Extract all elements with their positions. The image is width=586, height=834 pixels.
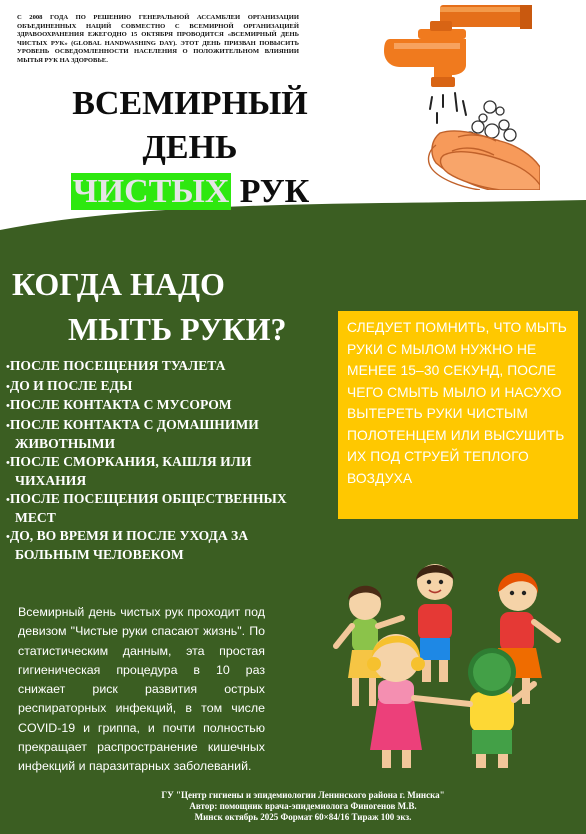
title-line-3	[40, 170, 340, 214]
faucet-icon	[384, 5, 532, 87]
list-item	[6, 490, 306, 527]
list-item-text: ДО И ПОСЛЕ ЕДЫ	[9, 377, 133, 393]
list-item	[6, 377, 306, 397]
bullet-icon: •	[6, 361, 10, 373]
when-to-wash-list	[6, 357, 306, 564]
question-line-2: МЫТЬ РУКИ?	[68, 311, 287, 347]
list-item	[6, 416, 306, 453]
bullet-icon: •	[6, 380, 10, 393]
list-item-text: ПОСЛЕ СМОРКАНИЯ, КАШЛЯ ИЛИ ЧИХАНИЯ	[9, 453, 252, 488]
list-item-text: ПОСЛЕ КОНТАКТА С ДОМАШНИМИ ЖИВОТНЫМИ	[9, 416, 259, 451]
title-line-3-rest: РУК	[239, 173, 310, 210]
footer-line-3: Минск октябрь 2025 Формат 60×84/16 Тираж 100 экз.	[194, 811, 412, 822]
bullet-icon: •	[6, 456, 10, 469]
faucet-hands-illustration	[340, 5, 540, 190]
footer	[118, 790, 488, 822]
list-item	[6, 527, 306, 564]
note-box: СЛЕДУЕТ ПОМНИТЬ, ЧТО МЫТЬ РУКИ С МЫЛОМ НУЖНО НЕ МЕНЕЕ 15–30 СЕКУНД, ПОСЛЕ ЧЕГО СМЫТЬ МЫЛО И НАСУХО ВЫТЕРЕТЬ РУКИ ЧИСТЫМ ПОЛОТЕНЦЕМ ИЛИ ВЫСУШИТЬ ИХ ПОД СТРУЕЙ ТЕПЛОГО ВОЗДУХА	[338, 311, 578, 519]
list-item-text: ПОСЛЕ КОНТАКТА С МУСОРОМ	[9, 397, 232, 412]
title-highlight: ЧИСТЫХ	[72, 173, 230, 210]
question-line-1: КОГДА НАДО	[12, 266, 225, 302]
info-paragraph: Всемирный день чистых рук проходит под девизом "Чистые руки спасают жизнь". По статистическим данным, эта простая гигиеническая процедура в 10 раз снижает риск развития острых респираторных инфекций, в том числе COVID-19 и гриппа, и почти полностью прекращает распространение кишечных инфекций и паразитарных заболеваний.	[18, 605, 265, 774]
bullet-icon: •	[6, 400, 10, 412]
footer-line-2: Автор: помощник врача-эпидемиолога Финогенов М.В.	[189, 800, 417, 811]
bullet-icon: •	[6, 419, 10, 432]
list-item	[6, 453, 306, 490]
bullet-icon: •	[6, 530, 10, 543]
title-line-1: ВСЕМИРНЫЙ	[72, 85, 308, 122]
footer-line-1: ГУ "Центр гигиены и эпидемиологии Ленинского района г. Минска"	[161, 790, 445, 800]
list-item-text: ПОСЛЕ ПОСЕЩЕНИЯ ОБЩЕСТВЕННЫХ МЕСТ	[9, 490, 287, 525]
list-item	[6, 396, 306, 416]
list-item-text: ДО, ВО ВРЕМЯ И ПОСЛЕ УХОДА ЗА БОЛЬНЫМ ЧЕЛОВЕКОМ	[9, 527, 249, 562]
bullet-icon: •	[6, 493, 10, 506]
list-item-text: ПОСЛЕ ПОСЕЩЕНИЯ ТУАЛЕТА	[9, 358, 226, 373]
water-drops-icon	[430, 93, 466, 123]
washing-hands-icon	[429, 131, 540, 190]
intro-text: С 2008 ГОДА ПО РЕШЕНИЮ ГЕНЕРАЛЬНОЙ АССАМБЛЕИ ОРГАНИЗАЦИИ ОБЪЕДИНЕННЫХ НАЦИЙ СОВМЕСТНО С ВСЕМИРНОЙ ОРГАНИЗАЦИЕЙ ЗДРАВООХРАНЕНИЯ ЕЖЕГОДНО 15 ОКТЯБРЯ ПРОВОДИТСЯ «ВСЕМИРНЫЙ ДЕНЬ ЧИСТЫХ РУК» (GLOBAL HANDWASHING DAY). ЭТОТ ДЕНЬ ПРИЗВАН ПОВЫСИТЬ УРОВЕНЬ ОСВЕДОМЛЕННОСТИ НАСЕЛЕНИЯ О ПОЛОЖИТЕЛЬНОМ ВЛИЯНИИ МЫТЬЯ РУК НА ЗДОРОВЬЕ.	[17, 14, 299, 64]
list-item	[6, 357, 306, 377]
title-line-2: ДЕНЬ	[142, 129, 238, 166]
poster-title	[40, 82, 340, 214]
children-circle-illustration	[322, 560, 578, 770]
